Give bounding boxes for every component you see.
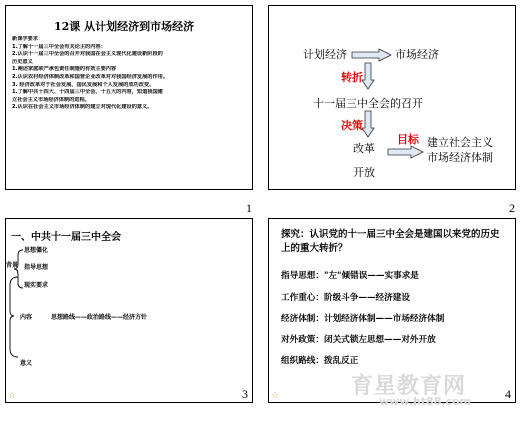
slide-1-line: 1.了解中共十四大、十四届三中全会、十五大的内容，知道我国建 [12,89,163,96]
plan-economy-label: 计划经济 [303,48,347,61]
slide-1[interactable] [5,5,253,215]
slide-2[interactable] [268,5,516,215]
decision-label: 决策 [341,119,363,132]
slide-1-line: 1.了解十一届三中全会有关论主的内容： [12,43,106,50]
slide-3-heading: 一、中共十一届三中全会 [11,232,121,243]
slide-1-line: 3. 经济改革对于社会发展、国民发展和个人发展的成功改变。 [12,81,155,88]
content-label: 内容 [20,314,33,321]
slide-1-title: 12课 从计划经济到市场经济 [54,20,195,33]
star-icon: ☆ [271,391,280,401]
slide-1-line: 历史意义 [12,58,33,65]
row-text: "左"倾错误——实事求是 [323,271,419,281]
background-item: 指导思想 [24,264,49,271]
goal-label: 目标 [397,133,419,146]
comparison-row [281,312,444,324]
background-label: 背景 [6,262,19,269]
down-arrow-icon [361,110,375,138]
comparison-row [281,333,436,345]
right-arrow-icon [387,145,425,159]
slide-1-line: 1.阐述家庭联产承包责任制施的有效主要内容 [12,66,117,73]
turn-label: 转折 [341,71,363,84]
row-text: 阶级斗争——经济建设 [323,293,410,303]
right-arrow-icon [351,48,393,62]
slide-3[interactable] [5,218,253,403]
slide-1-body [12,36,248,112]
slide-1-line: 立社会主义市场经济体制的进程。 [12,96,90,103]
row-label: 对外政策： [281,335,324,345]
row-label: 指导思想： [281,271,324,281]
slide-1-line: 2.认识十一届三中全会的召开对我国在会主义现代化建设新阶段的 [12,51,163,58]
slide-number: 4 [505,387,511,401]
star-icon: ☆ [8,391,17,401]
down-arrow-icon [361,62,375,90]
background-item: 现实要求 [24,282,49,289]
slide-4[interactable] [268,218,516,408]
row-text: 闭关式锁左思想——对外开放 [323,335,436,345]
slide-number: 3 [242,387,248,401]
slide-1-line: 新课学要求 [12,36,38,42]
slide-1-line: 2.认识农村经济体制改革和国营企业改革对对我国经济发展的作用。 [12,73,169,80]
target-line-1: 建立社会主义 [427,136,493,149]
open-label: 开放 [353,166,375,179]
row-label: 组织路线： [281,356,324,366]
watermark-url: www.ht88.com [379,395,472,408]
meaning-label: 意义 [20,360,33,367]
content-text: 思想路线——政治路线——经济方针 [51,314,148,321]
watermark-logo: 育星教育网 [351,374,467,399]
slide-1-line: 2.认识在社会主义市场经济体制的建立对现代化建设的意义。 [12,104,153,111]
plenum-label: 十一届三中全会的召开 [313,97,423,110]
market-economy-label: 市场经济 [395,48,439,61]
row-label: 工作重心： [281,293,324,303]
slide-4-question: 探究：认识党的十一届三中全会是建国以来党的历史上的重大转折？ [281,229,500,254]
reform-label: 改革 [353,142,375,155]
slide-number: 1 [246,201,252,215]
background-item: 思想僵化 [24,247,49,254]
comparison-row [281,291,410,303]
row-text: 拨乱反正 [323,356,359,366]
target-line-2: 市场经济体制 [427,151,493,164]
row-text: 计划经济体制——市场经济体制 [323,314,445,324]
comparison-row [281,269,419,281]
slide-number: 2 [509,201,515,215]
row-label: 经济体制： [281,314,324,324]
comparison-row [281,354,358,366]
